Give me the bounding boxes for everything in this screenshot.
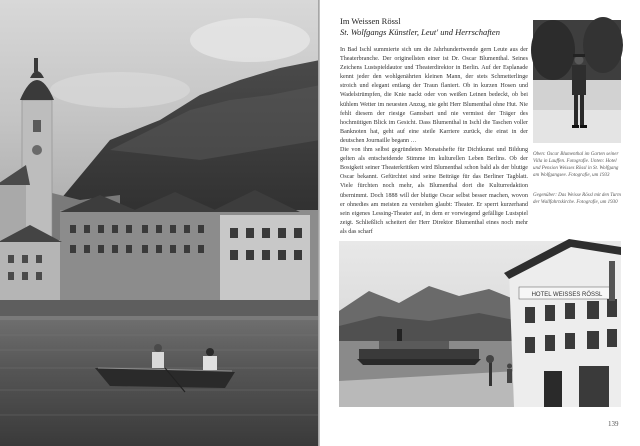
body-paragraph-2: Die von ihm selbst gegründeten Monatshefte für Dichtkunst und Bildung gelten als entscheidende Stimme im kulturellen Leben Berlins. Ob der Bosigkeit seiner Theaterkritiken wird Blumenthal schon bald als der blutige Oscar bekannt. Gefürchtet sind seine Beiträge für das Berliner Tagblatt. Viele fürchten noch mehr, als Blumenthal dort die Kulturredaktion übernimmt. Doch 1888 will der blutige Oscar selbst besser machen, wovon er ohnedies am meisten zu verstehen glaubt: Theater. Er sperrt kurzerhand sein eigenes Lessing-Theater auf, in dem er vorwiegend gefällige Lustspiel zeigt. Schließlich scheitert der Herr Direktor Blumenthal eines noch mehr als das scharf (340, 147, 528, 235)
body-paragraph-1: In Bad Ischl summierte sich um die Jahrhundertwende gern Leute aus der Theaterbranche. Der originellsten einer ist Dr. Oscar Blumenthal. Seines Zeichens Lustspieldautor und Theaterdirektor in Berlin. Auf der Esplanade kennt jeder den wohlgenährten kleinen Mann, der stets Schmetterlinge stroich und elegant entlang der Traun flaniert. Ob in kurzen Hosen und Wadelstrümpfen, die Knie nackt oder von weißen Leinen bedeckt, ob bei kühlem Wetter im neuesten Anzug, nie geht Herr Blumenthal ohne Hut. Nie fehlt diesem der riesige Gamsbart und nie vermisst der Träger des hochmütigen Blick im Gesicht. Dass Blumenthal in Ischl die Taschen voller Banknoten hat, geht auf eine steile Karriere zurück, die einst in der deutschen Journaille begann … (340, 47, 528, 144)
page-number: 139 (608, 420, 619, 428)
article-title: Im Weissen Rössl (340, 16, 401, 26)
caption-top: Oben: Oscar Blumenthal im Garten seiner Villa in Lauffen. Fotografie. Unten: Hotel und Pension Weisses Rössl in St. Wolfgang am Wolfgangsee. Fotografie, um 1933 (533, 152, 619, 178)
article-body (340, 46, 528, 235)
hotel-sign-text: HOTEL WEISSES RÖSSL (531, 292, 603, 298)
article-heading (340, 16, 530, 38)
article-subtitle: St. Wolfgangs Künstler, Leut' und Herrschaften (340, 27, 500, 37)
caption-opposite: Gegenüber: Das Weisse Rössl mit den Turm der Wallfahrtskirche. Fotografie, um 1930 (533, 193, 621, 205)
photo-hotel-weisses-roessl (339, 241, 621, 407)
photo-oscar-blumenthal-garden (533, 20, 621, 143)
